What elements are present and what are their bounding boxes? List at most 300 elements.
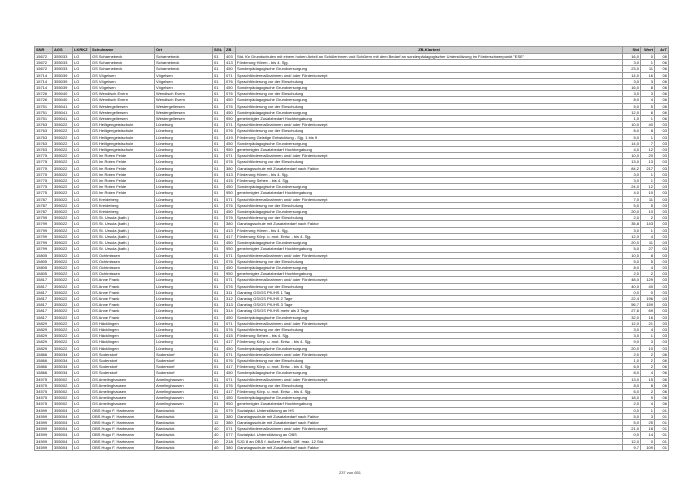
table-cell: Sprachfördermaßnahmen und/ oder Förderkonzept (236, 252, 623, 258)
table-cell: 15829 (35, 345, 53, 351)
table-cell: LG (73, 426, 91, 432)
table-cell: 2 (641, 388, 655, 394)
table-cell: 355022 (53, 171, 73, 177)
table-cell: Sonderpädagogische Grundversorgung (236, 184, 623, 190)
table-cell: LG (73, 295, 91, 301)
table-cell: 417 (225, 339, 236, 345)
table-cell: 01 (213, 196, 225, 202)
table-cell: 01 (213, 326, 225, 332)
table-cell: 071 (225, 72, 236, 78)
table-cell: 01 (213, 165, 225, 171)
table-cell: 0,0 (623, 432, 641, 438)
table-cell: 01 (213, 109, 225, 115)
table-cell: 355041 (53, 109, 73, 115)
table-cell: 03 (655, 252, 669, 258)
table-cell: 15799 (35, 227, 53, 233)
table-cell: 01 (213, 66, 225, 72)
table-cell: 5,0 (623, 419, 641, 425)
table-cell: 14,0 (623, 72, 641, 78)
table-cell: LG (73, 302, 91, 308)
table-cell: 01 (213, 320, 225, 326)
column-header: Std (623, 47, 641, 54)
table-cell: 355022 (53, 209, 73, 215)
table-cell: 3,0 (623, 326, 641, 332)
table-cell: 2,0 (623, 215, 641, 221)
table-cell: 15787 (35, 196, 53, 202)
table-cell: 01 (213, 72, 225, 78)
table-cell: 071 (225, 122, 236, 128)
table-cell: 355002 (53, 401, 73, 407)
table-cell: 6,0 (623, 364, 641, 370)
table-cell: LG (73, 376, 91, 382)
table-cell: Westergellersen (155, 109, 213, 115)
table-cell: 1,0 (623, 357, 641, 363)
table-cell: LG (73, 78, 91, 84)
table-cell: 06 (655, 66, 669, 72)
table-cell: GS Ochtmissen (91, 258, 155, 264)
table-cell: LG (73, 171, 91, 177)
table-cell: Sonderpädagogische Grundversorgung (236, 97, 623, 103)
table-cell: 06 (655, 85, 669, 91)
table-cell: LG (73, 72, 91, 78)
table-cell: 15775 (35, 190, 53, 196)
table-cell: 01 (213, 85, 225, 91)
table-cell: GS Soderstorf (91, 364, 155, 370)
table-cell: Sonderpädagogische Grundversorgung (236, 66, 623, 72)
table-cell: 03 (655, 227, 669, 233)
table-cell: 1 (641, 227, 655, 233)
table-cell: 15799 (35, 246, 53, 252)
table-cell: 3,0 (623, 171, 641, 177)
table-cell: 15866 (35, 370, 53, 376)
table-cell: 071 (225, 376, 236, 382)
table-cell: 355022 (53, 258, 73, 264)
table-cell: Ganztagsschule mit Zusatzbedarf nach Faktor (236, 444, 623, 450)
table-cell: 15775 (35, 165, 53, 171)
table-cell: 950 (225, 147, 236, 153)
table-cell: 03 (655, 147, 669, 153)
table-cell: 355022 (53, 333, 73, 339)
table-cell: 06 (655, 395, 669, 401)
table-cell: 01 (213, 178, 225, 184)
table-cell: 2 (641, 357, 655, 363)
table-cell: 355034 (53, 370, 73, 376)
page-number: 237 von 651 (338, 470, 362, 475)
table-cell: 01 (213, 388, 225, 394)
table-cell: 143 (641, 221, 655, 227)
table-cell: 5,0 (623, 134, 641, 140)
table-cell: Lüneburg (155, 215, 213, 221)
table-cell: 01 (213, 60, 225, 66)
table-cell: 071 (225, 153, 236, 159)
table-cell: LG (73, 209, 91, 215)
table-cell: GS Im Roten Felde (91, 178, 155, 184)
table-cell: Sprachfördermaßnahmen und/ oder Förderkonzept (236, 426, 623, 432)
table-cell: 01 (213, 283, 225, 289)
table-cell: LG (73, 339, 91, 345)
table-cell: LG (73, 308, 91, 314)
table-cell: 0 (641, 438, 655, 444)
table-cell: LG (73, 190, 91, 196)
table-cell: 40 (213, 438, 225, 444)
table-cell: 2,0 (623, 271, 641, 277)
table-cell: 076 (225, 91, 236, 97)
table-cell: 355002 (53, 388, 73, 394)
table-cell: 03 (655, 289, 669, 295)
table-cell: LG (73, 320, 91, 326)
table-cell: 076 (225, 326, 236, 332)
table-cell: Sprachfördermaßnahmen und/ oder Förderkonzept (236, 320, 623, 326)
table-cell: Lüneburg (155, 339, 213, 345)
table-cell: 03 (655, 128, 669, 134)
column-header: Ort (155, 47, 213, 54)
table-cell: Westergellersen (155, 103, 213, 109)
table-cell: 03 (655, 283, 669, 289)
table-cell: GS Westergellersen (91, 103, 155, 109)
table-cell: 355022 (53, 165, 73, 171)
table-cell: 01 (213, 202, 225, 208)
table-cell: LG (73, 388, 91, 394)
table-cell: 03 (655, 165, 669, 171)
table-cell: 15751 (35, 116, 53, 122)
table-cell: GS St. Ursula (kath.) (91, 215, 155, 221)
table-cell: LG (73, 66, 91, 72)
table-cell: 27 (641, 246, 655, 252)
table-cell: Bardowick (155, 432, 213, 438)
table-cell: 01 (655, 407, 669, 413)
table-cell: 5,0 (623, 413, 641, 419)
table-cell: 15805 (35, 264, 53, 270)
table-cell: 8,0 (623, 370, 641, 376)
table-cell: 7 (641, 140, 655, 146)
table-cell: 11 (213, 407, 225, 413)
table-cell: GS St. Ursula (kath.) (91, 246, 155, 252)
table-cell: Förderung Sehen - bis 4. Sjg. (236, 178, 623, 184)
table-cell: 3,0 (623, 78, 641, 84)
table-cell: Std. für Grundschulen mit einem hohen Anteil an Schülerinnen und Schülern mit dem Bedarf an sonderpädagogischer Unterstützung im Förderschwerpunkt "ESE" (236, 54, 623, 60)
table-cell: 450 (225, 209, 236, 215)
table-cell: 355039 (53, 78, 73, 84)
table-cell: 16,0 (623, 85, 641, 91)
table-cell: 01 (213, 103, 225, 109)
table-cell: Amelinghausen (155, 382, 213, 388)
table-cell: Bardowick (155, 444, 213, 450)
table-cell: 8 (641, 252, 655, 258)
table-cell: 15672 (35, 54, 53, 60)
table-cell: 1 (641, 116, 655, 122)
table-cell: 15829 (35, 326, 53, 332)
table-cell: 01 (213, 258, 225, 264)
table-cell: Sprachförderung vor der Einschulung (236, 215, 623, 221)
table-cell: LG (73, 147, 91, 153)
table-cell: Ganztagsschule mit Zusatzbedarf nach Faktor (236, 165, 623, 171)
table-cell: Sprachförderung vor der Einschulung (236, 91, 623, 97)
table-cell: LG (73, 165, 91, 171)
table-cell: 03 (655, 178, 669, 184)
table-cell: 5,0 (623, 258, 641, 264)
table-cell: 4 (641, 264, 655, 270)
table-cell: 01 (213, 147, 225, 153)
table-cell: Sonderpädagogische Grundversorgung (236, 140, 623, 146)
table-cell: Lüneburg (155, 320, 213, 326)
table-cell: GS Amelinghausen (91, 388, 155, 394)
table-cell: Lüneburg (155, 221, 213, 227)
table-cell: 15726 (35, 91, 53, 97)
table-cell: Amelinghausen (155, 388, 213, 394)
table-cell: 3,0 (623, 227, 641, 233)
table-cell: 01 (213, 295, 225, 301)
table-cell: Ganztag GS/GS Pfl./HS 2 Tage (236, 295, 623, 301)
table-cell: LG (73, 140, 91, 146)
table-cell: 5,0 (623, 103, 641, 109)
table-cell: 355022 (53, 339, 73, 345)
table-cell: Lüneburg (155, 134, 213, 140)
table-cell: LG (73, 351, 91, 357)
table-cell: 11 (641, 196, 655, 202)
table-cell: 4 (641, 401, 655, 407)
table-cell: 06 (655, 78, 669, 84)
table-cell: 355022 (53, 140, 73, 146)
table-cell: 071 (225, 351, 236, 357)
table-cell: 071 (225, 320, 236, 326)
table-cell: 06 (655, 351, 669, 357)
table-cell: 071 (225, 252, 236, 258)
table-cell: GS Häcklingen (91, 333, 155, 339)
table-cell: Lüneburg (155, 264, 213, 270)
table-cell: 15817 (35, 314, 53, 320)
table-cell: 03 (655, 209, 669, 215)
table-cell: Förderung Körp. u. mot. Entw. - bis 4. Sjg. (236, 388, 623, 394)
table-cell: Lüneburg (155, 246, 213, 252)
table-cell: genehmigter Zusatzbedarf Hochbegabung (236, 401, 623, 407)
table-cell: 15714 (35, 78, 53, 84)
table-cell: 03 (655, 271, 669, 277)
table-cell: 06 (655, 116, 669, 122)
table-cell: 355022 (53, 190, 73, 196)
table-cell: GS Anne Frank (91, 295, 155, 301)
table-cell: 8 (641, 382, 655, 388)
table-cell: Sonderpädagogische Grundversorgung (236, 314, 623, 320)
table-cell: 355022 (53, 289, 73, 295)
table-cell: 34575 (35, 395, 53, 401)
table-cell: LG (73, 85, 91, 91)
table-cell: 450 (225, 264, 236, 270)
table-cell: 13 (641, 159, 655, 165)
table-cell: LG (73, 227, 91, 233)
table-cell: 20 (641, 153, 655, 159)
table-cell: 40 (641, 122, 655, 128)
table-cell: Sprachfördermaßnahmen und/ oder Förderkonzept (236, 351, 623, 357)
table-cell: LG (73, 314, 91, 320)
table-cell: Lüneburg (155, 202, 213, 208)
table-cell: 15672 (35, 60, 53, 66)
table-cell: 355022 (53, 308, 73, 314)
table-cell: GS Vögelsen (91, 72, 155, 78)
table-cell: LG (73, 277, 91, 283)
table-cell: 15799 (35, 215, 53, 221)
table-cell: 355041 (53, 103, 73, 109)
table-cell: 12 (641, 184, 655, 190)
table-cell: 34599 (35, 426, 53, 432)
table-cell: Sprachfördermaßnahmen und/ oder Förderkonzept (236, 376, 623, 382)
table-cell: Lüneburg (155, 147, 213, 153)
table-cell: 950 (225, 116, 236, 122)
table-cell: 01 (213, 140, 225, 146)
table-cell: 355022 (53, 277, 73, 283)
table-cell: 40 (213, 426, 225, 432)
table-cell: genehmigter Zusatzbedarf Hochbegabung (236, 246, 623, 252)
table-cell: LG (73, 221, 91, 227)
table-cell: 076 (225, 382, 236, 388)
table-cell: 355033 (53, 66, 73, 72)
table-cell: 109 (641, 444, 655, 450)
table-cell: 06 (655, 97, 669, 103)
table-cell: 13,0 (623, 159, 641, 165)
table-cell: Lüneburg (155, 277, 213, 283)
table-cell: 22,4 (623, 295, 641, 301)
table-cell: 06 (655, 103, 669, 109)
table-cell: Sonderpädagogische Grundversorgung (236, 395, 623, 401)
table-cell: Soderstorf (155, 351, 213, 357)
table-cell: Ganztag GS/GS Pfl./HS mehr als 3 Tage (236, 308, 623, 314)
table-cell: 34575 (35, 388, 53, 394)
table-cell: 6 (641, 109, 655, 115)
table-cell: 15799 (35, 221, 53, 227)
table-cell: Förderung Geistige Entwicklung - Sjg. 1 bis 9 (236, 134, 623, 140)
table-cell: 15763 (35, 134, 53, 140)
table-cell: 15 (641, 376, 655, 382)
table-cell: 06 (655, 91, 669, 97)
table-cell: 03 (655, 184, 669, 190)
table-cell: 3,0 (623, 60, 641, 66)
table-cell: 11 (641, 66, 655, 72)
table-cell: Sprachförderung vor der Einschulung (236, 258, 623, 264)
table-cell: GS Häcklingen (91, 345, 155, 351)
table-cell: 34575 (35, 382, 53, 388)
table-cell: 450 (225, 85, 236, 91)
table-cell: 15726 (35, 97, 53, 103)
table-cell: 16 (641, 72, 655, 78)
table-cell: LG (73, 178, 91, 184)
table-cell: LG (73, 215, 91, 221)
table-cell: LG (73, 246, 91, 252)
table-cell: LG (73, 407, 91, 413)
table-cell: 380 (225, 221, 236, 227)
table-cell: Wendisch Evern (155, 91, 213, 97)
table-cell: 03 (655, 202, 669, 208)
table-cell: 950 (225, 246, 236, 252)
table-cell: 076 (225, 202, 236, 208)
table-cell: 355022 (53, 264, 73, 270)
table-cell: GS Im Roten Felde (91, 184, 155, 190)
table-cell: GS Im Roten Felde (91, 165, 155, 171)
table-cell: 01 (213, 227, 225, 233)
table-cell: 10,0 (623, 122, 641, 128)
table-cell: Sonderpädagogische Grundversorgung (236, 209, 623, 215)
table-cell: 15829 (35, 333, 53, 339)
table-cell: 01 (213, 190, 225, 196)
table-cell: LG (73, 54, 91, 60)
table-cell: 5 (641, 258, 655, 264)
table-cell: 06 (655, 388, 669, 394)
table-cell: 15829 (35, 339, 53, 345)
table-cell: 23,0 (623, 66, 641, 72)
table-cell: 413 (225, 171, 236, 177)
table-cell: 24,0 (623, 184, 641, 190)
table-cell: 4 (641, 370, 655, 376)
table-cell: 9,0 (623, 339, 641, 345)
table-cell: 15787 (35, 209, 53, 215)
table-cell: Lüneburg (155, 128, 213, 134)
table-cell: 8,0 (623, 264, 641, 270)
column-header: SGL (213, 47, 225, 54)
table-cell: Lüneburg (155, 227, 213, 233)
table-cell: 355022 (53, 134, 73, 140)
table-cell: 312 (225, 295, 236, 301)
table-cell: 01 (213, 159, 225, 165)
table-cell: Sprachförderung vor der Einschulung (236, 103, 623, 109)
table-cell: 25 (641, 419, 655, 425)
table-cell: 15805 (35, 271, 53, 277)
table-cell: GS Anne Frank (91, 283, 155, 289)
table-cell: 14,0 (623, 140, 641, 146)
table-cell: 03 (655, 264, 669, 270)
table-cell: Sonderpädagogische Grundversorgung (236, 240, 623, 246)
table-cell: LG (73, 264, 91, 270)
table-cell: GS Scharnebeck (91, 60, 155, 66)
table-cell: 15714 (35, 72, 53, 78)
table-cell: Lüneburg (155, 190, 213, 196)
table-cell: Lüneburg (155, 196, 213, 202)
table-cell: 03 (655, 233, 669, 239)
table-cell: Lüneburg (155, 289, 213, 295)
table-cell: 355039 (53, 72, 73, 78)
table-cell: LG (73, 289, 91, 295)
table-cell: 355022 (53, 283, 73, 289)
table-cell: 2 (641, 215, 655, 221)
table-cell: 355033 (53, 54, 73, 60)
table-cell: 01 (213, 302, 225, 308)
table-cell: Lüneburg (155, 326, 213, 332)
table-cell: 01 (213, 357, 225, 363)
table-cell: 01 (213, 382, 225, 388)
data-table (34, 46, 669, 451)
table-cell: 076 (225, 258, 236, 264)
table-cell: 3,0 (623, 333, 641, 339)
table-cell: 071 (225, 196, 236, 202)
table-cell: Soderstorf (155, 370, 213, 376)
table-cell: 355004 (53, 426, 73, 432)
table-cell: 06 (655, 376, 669, 382)
table-cell: 15866 (35, 357, 53, 363)
table-cell: GS Westergellersen (91, 116, 155, 122)
table-cell: Lüneburg (155, 178, 213, 184)
table-cell: Sozialpäd. Unterstützung an OBS (236, 432, 623, 438)
table-cell: GS Scharnebeck (91, 54, 155, 60)
table-cell: GS Anne Frank (91, 289, 155, 295)
table-cell: Vögelsen (155, 72, 213, 78)
table-cell: 1,0 (623, 116, 641, 122)
table-cell: 355022 (53, 147, 73, 153)
table-cell: Amelinghausen (155, 401, 213, 407)
table-cell: Lüneburg (155, 184, 213, 190)
table-cell: 355022 (53, 314, 73, 320)
table-cell: 355022 (53, 302, 73, 308)
table-cell: LG (73, 432, 91, 438)
table-cell: GS Soderstorf (91, 370, 155, 376)
table-cell: 15763 (35, 122, 53, 128)
table-cell: 3 (641, 339, 655, 345)
